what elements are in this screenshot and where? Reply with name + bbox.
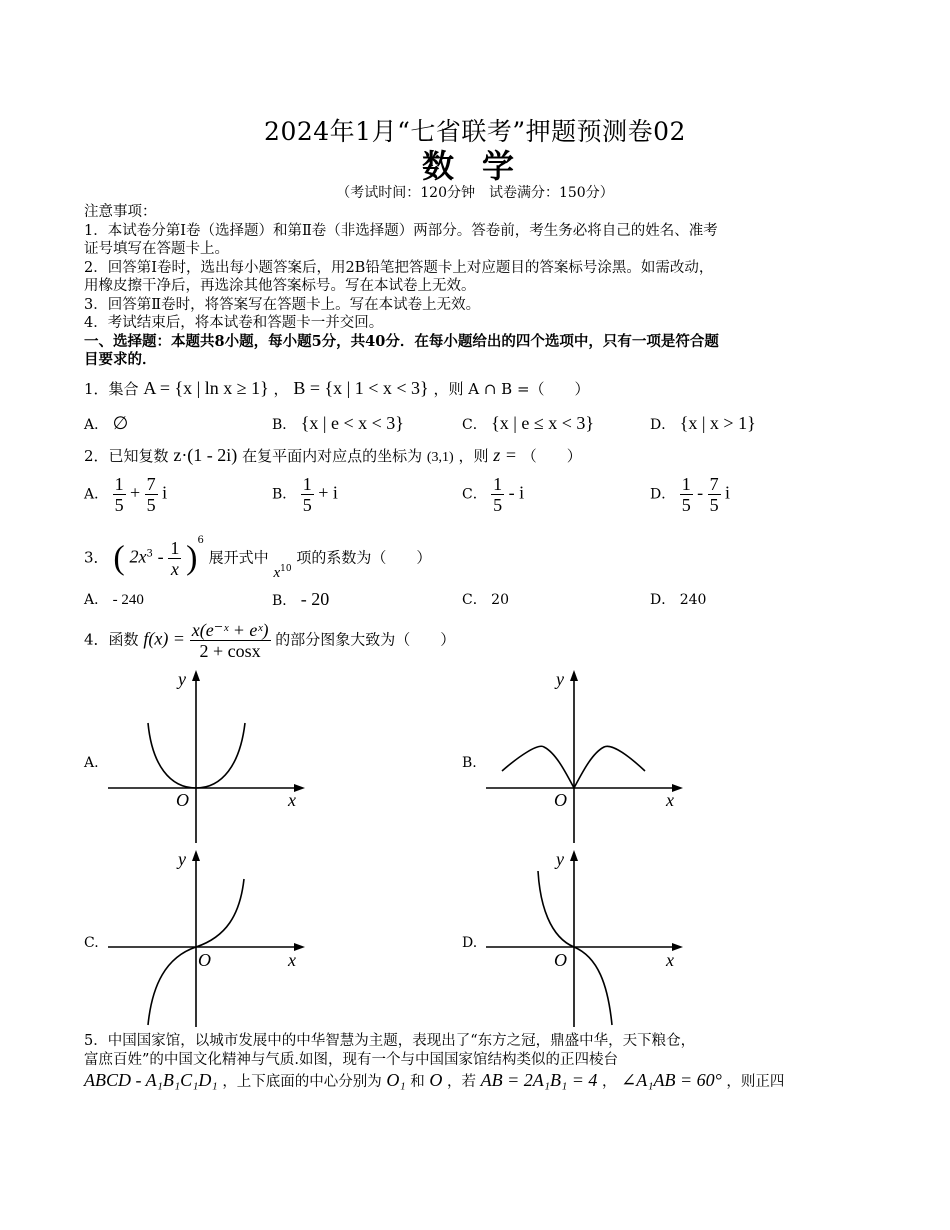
q5-line-3: [84, 1070, 784, 1091]
denominator: 5: [709, 495, 719, 515]
q2-ask: ，则: [458, 447, 489, 465]
imaginary-unit: i: [519, 482, 525, 503]
q5-o: O: [429, 1070, 443, 1090]
y-arrow-icon: [192, 850, 200, 861]
note-line-2: 证号填写在答题卡上。: [84, 241, 229, 257]
origin-label: O: [176, 790, 189, 810]
q3-exponent: 3: [146, 548, 153, 560]
y-label: y: [178, 849, 186, 869]
fraction: [680, 474, 693, 515]
denominator: 5: [146, 495, 156, 515]
fraction: [301, 474, 314, 515]
fraction: [190, 620, 271, 661]
fraction: [113, 474, 126, 515]
q5-ab: AB = 2A₁B₁ = 4: [480, 1070, 598, 1090]
q3-term: x: [273, 564, 281, 581]
note-line-4: 用橡皮擦干净后，再选涂其他答案标号。写在本试卷上无效。: [84, 278, 476, 294]
q4-ask: 的部分图象大致为（ ）: [275, 630, 456, 649]
y-label: y: [556, 669, 564, 689]
graph-b[interactable]: [478, 665, 698, 845]
x-label: x: [288, 950, 296, 970]
q3-minus: -: [157, 546, 164, 567]
q2-option-c[interactable]: [462, 474, 524, 515]
q3-option-b[interactable]: [272, 589, 329, 610]
y-label: y: [178, 669, 186, 689]
q5-o1: O₁: [386, 1070, 406, 1090]
q2-paren: （ ）: [521, 447, 582, 465]
note-line-3: 2．回答第Ⅰ卷时，选出每小题答案后，用2B铅笔把答题卡上对应题目的答案标号涂黑。如需改动，: [84, 260, 714, 276]
operator: +: [318, 482, 329, 503]
q1-sep: ，: [273, 380, 289, 398]
denominator: x: [170, 559, 179, 579]
q3-option-c[interactable]: [462, 589, 509, 609]
q1-set-a: A = {x | ln x ≥ 1}: [143, 378, 269, 398]
option-label: A．: [84, 592, 109, 608]
numerator: 1: [170, 538, 180, 558]
q3-term-exponent: 10: [280, 563, 292, 574]
section-heading-line-2: 目要求的．: [84, 351, 157, 368]
note-line-5: 3．回答第Ⅱ卷时，将答案写在答题卡上。写在本试卷上无效。: [84, 297, 481, 313]
note-line-6: 4．考试结束后，将本试卷和答题卡一并交回。: [84, 315, 384, 331]
left-paren: (: [113, 539, 125, 577]
numerator: 7: [146, 474, 156, 494]
q3-middle: 展开式中: [208, 548, 269, 567]
fraction: [708, 474, 721, 515]
option-label: B．: [272, 486, 297, 503]
q1-number: 1．集合: [84, 380, 139, 398]
option-text: 240: [679, 592, 707, 608]
option-label: C．: [462, 486, 487, 503]
numerator: 1: [493, 474, 503, 494]
q1-ask: ，则 A ∩ B =（ ）: [433, 380, 590, 398]
q1-option-b[interactable]: [272, 413, 404, 434]
origin-label: O: [198, 950, 211, 970]
notes-heading: 注意事项：: [84, 204, 157, 220]
q2-option-a[interactable]: [84, 474, 167, 515]
y-arrow-icon: [192, 670, 200, 681]
q3-ask: 项的系数为（ ）: [296, 548, 432, 567]
option-text: ∅: [112, 413, 129, 433]
numerator: 7: [709, 474, 719, 494]
option-label: B．: [272, 593, 297, 609]
imaginary-unit: i: [162, 482, 168, 503]
option-label: C．: [462, 592, 487, 608]
origin-label: O: [554, 790, 567, 810]
question-3: [84, 534, 432, 581]
numerator: 1: [114, 474, 124, 494]
option-label: D．: [650, 592, 676, 608]
q3-base: 2x: [129, 546, 147, 567]
q2-z: z =: [493, 445, 517, 465]
q5-if: ，若: [447, 1074, 477, 1090]
denominator: 5: [493, 495, 503, 515]
denominator: 5: [681, 495, 691, 515]
option-text: {x | e < x < 3}: [300, 413, 404, 433]
numerator: 1: [681, 474, 691, 494]
imaginary-unit: i: [725, 482, 731, 503]
option-label: A．: [84, 486, 109, 503]
option-label: D．: [650, 486, 676, 503]
fraction: [145, 474, 158, 515]
denominator: 2 + cosx: [199, 641, 261, 661]
option-text: {x | e ≤ x < 3}: [491, 413, 595, 433]
option-text: {x | x > 1}: [679, 413, 756, 433]
q2-expression: z·(1 - 2i): [173, 445, 238, 465]
fraction: [491, 474, 504, 515]
graph-d[interactable]: [478, 845, 698, 1030]
operator: -: [697, 482, 704, 503]
function-curve: [538, 871, 612, 1025]
q1-option-d[interactable]: [650, 413, 756, 434]
note-line-1: 1．本试卷分第Ⅰ卷（选择题）和第Ⅱ卷（非选择题）两部分。答卷前，考生务必将自己的姓名、准考: [84, 223, 718, 239]
q2-prefix: 2．已知复数: [84, 447, 169, 465]
graph-a[interactable]: [100, 665, 320, 845]
option-text: - 20: [300, 589, 330, 609]
right-paren: ): [186, 539, 198, 577]
q1-option-a[interactable]: [84, 413, 128, 434]
q5-middle: ，上下底面的中心分别为: [222, 1074, 382, 1090]
denominator: 5: [114, 495, 124, 515]
x-label: x: [288, 790, 296, 810]
denominator: 5: [302, 495, 312, 515]
x-label: x: [666, 790, 674, 810]
q3-option-d[interactable]: [650, 589, 706, 609]
q5-comma: ，: [602, 1074, 617, 1090]
origin-label: O: [554, 950, 567, 970]
q5-and: 和: [410, 1074, 425, 1090]
page-title: 2024年1月“七省联考”押题预测卷02: [264, 117, 686, 146]
option-label: D．: [650, 417, 676, 433]
graph-a-label[interactable]: A.: [84, 755, 99, 771]
q2-point: (3,1): [426, 450, 454, 465]
imaginary-unit: i: [332, 482, 338, 503]
q1-set-b: B = {x | 1 < x < 3}: [293, 378, 429, 398]
graph-c-label[interactable]: C.: [84, 935, 99, 951]
q2-option-b[interactable]: [272, 474, 338, 515]
graph-d-label[interactable]: D.: [462, 935, 478, 951]
option-label: B．: [272, 417, 297, 433]
q5-line-1: 5．中国国家馆，以城市发展中的中华智慧为主题，表现出了“东方之冠，鼎盛中华，天下粮仓，: [84, 1033, 696, 1049]
numerator: x(e⁻ˣ + eˣ): [191, 620, 269, 640]
question-4: [84, 620, 455, 661]
q1-option-c[interactable]: [462, 413, 594, 434]
fraction: [168, 538, 181, 579]
q3-option-a[interactable]: [84, 589, 144, 609]
q4-number: 4．函数: [84, 630, 139, 649]
x-label: x: [666, 950, 674, 970]
q5-line-2: 富庶百姓”的中国文化精神与气质.如图，现有一个与中国国家馆结构类似的正四棱台: [84, 1052, 619, 1068]
q2-option-d[interactable]: [650, 474, 730, 515]
q5-frustum: ABCD - A₁B₁C₁D₁: [84, 1070, 218, 1090]
option-text: 20: [491, 592, 509, 608]
question-2: [84, 445, 582, 466]
operator: +: [130, 482, 141, 503]
q5-tail: ，则正四: [726, 1074, 785, 1090]
exam-info: （考试时间：120分钟 试卷满分：150分）: [336, 185, 614, 201]
y-arrow-icon: [570, 850, 578, 861]
q4-function: f(x) =: [143, 628, 185, 649]
question-1: [84, 378, 590, 399]
q3-number: 3．: [84, 548, 109, 567]
q2-middle: 在复平面内对应点的坐标为: [242, 447, 423, 465]
subject-heading: 数学: [421, 147, 542, 185]
graph-b-label[interactable]: B.: [462, 755, 477, 771]
y-arrow-icon: [570, 670, 578, 681]
y-label: y: [556, 849, 564, 869]
option-label: C．: [462, 417, 487, 433]
q3-power: 6: [197, 534, 204, 546]
section-heading-line-1: 一、选择题：本题共8小题，每小题5分，共40分．在每小题给出的四个选项中，只有一项是符合题: [84, 333, 719, 350]
option-label: A．: [84, 417, 109, 433]
numerator: 1: [302, 474, 312, 494]
q5-angle: ∠A₁AB = 60°: [621, 1070, 722, 1090]
graph-c[interactable]: [100, 845, 320, 1030]
operator: -: [508, 482, 515, 503]
option-text: - 240: [112, 592, 144, 608]
